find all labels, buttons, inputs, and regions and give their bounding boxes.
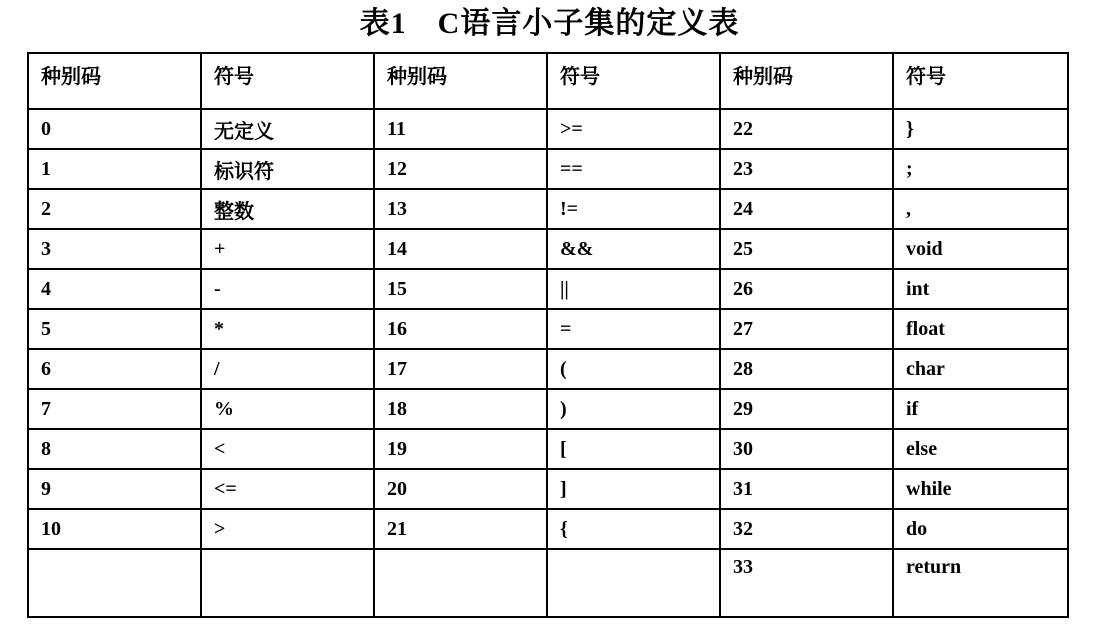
symbol-cell: do — [893, 509, 1068, 549]
code-cell: 10 — [28, 509, 201, 549]
code-cell: 11 — [374, 109, 547, 149]
code-cell: 22 — [720, 109, 893, 149]
code-cell: 25 — [720, 229, 893, 269]
code-cell: 15 — [374, 269, 547, 309]
symbol-cell — [547, 549, 720, 617]
symbol-cell: || — [547, 269, 720, 309]
code-cell: 12 — [374, 149, 547, 189]
code-cell: 3 — [28, 229, 201, 269]
code-cell: 33 — [720, 549, 893, 617]
code-cell: 29 — [720, 389, 893, 429]
code-cell: 32 — [720, 509, 893, 549]
header-cell-symbol-3: 符号 — [893, 53, 1068, 109]
symbol-cell: + — [201, 229, 374, 269]
code-cell: 24 — [720, 189, 893, 229]
symbol-cell: > — [201, 509, 374, 549]
code-cell: 27 — [720, 309, 893, 349]
table-body — [28, 53, 1068, 617]
code-cell: 23 — [720, 149, 893, 189]
code-cell: 7 — [28, 389, 201, 429]
symbol-cell: && — [547, 229, 720, 269]
table-title: 表1 C语言小子集的定义表 — [359, 7, 740, 40]
symbol-cell: [ — [547, 429, 720, 469]
symbol-cell: char — [893, 349, 1068, 389]
code-cell: 30 — [720, 429, 893, 469]
header-cell-symbol-1: 符号 — [201, 53, 374, 109]
symbol-cell: - — [201, 269, 374, 309]
code-cell: 6 — [28, 349, 201, 389]
table-row — [28, 189, 1068, 229]
symbol-cell: ; — [893, 149, 1068, 189]
code-cell: 14 — [374, 229, 547, 269]
code-cell: 28 — [720, 349, 893, 389]
code-cell: 4 — [28, 269, 201, 309]
table-row — [28, 269, 1068, 309]
symbol-cell: ( — [547, 349, 720, 389]
table-row — [28, 349, 1068, 389]
table-row — [28, 109, 1068, 149]
code-cell: 18 — [374, 389, 547, 429]
symbol-cell: != — [547, 189, 720, 229]
code-cell: 31 — [720, 469, 893, 509]
symbol-cell: return — [893, 549, 1068, 617]
definition-table — [27, 52, 1069, 618]
symbol-cell: ] — [547, 469, 720, 509]
code-cell: 17 — [374, 349, 547, 389]
header-cell-code-2: 种别码 — [374, 53, 547, 109]
code-cell: 21 — [374, 509, 547, 549]
symbol-cell: == — [547, 149, 720, 189]
symbol-cell: int — [893, 269, 1068, 309]
symbol-cell: while — [893, 469, 1068, 509]
symbol-cell: , — [893, 189, 1068, 229]
table-row — [28, 229, 1068, 269]
code-cell — [374, 549, 547, 617]
header-cell-symbol-2: 符号 — [547, 53, 720, 109]
table-row — [28, 309, 1068, 349]
symbol-cell: 整数 — [201, 189, 374, 229]
table-row — [28, 149, 1068, 189]
code-cell: 1 — [28, 149, 201, 189]
code-cell: 8 — [28, 429, 201, 469]
code-cell: 5 — [28, 309, 201, 349]
symbol-cell: float — [893, 309, 1068, 349]
symbol-cell: < — [201, 429, 374, 469]
table-row — [28, 429, 1068, 469]
code-cell: 2 — [28, 189, 201, 229]
symbol-cell: ) — [547, 389, 720, 429]
table-row — [28, 389, 1068, 429]
code-cell: 13 — [374, 189, 547, 229]
table-row — [28, 549, 1068, 617]
symbol-cell: else — [893, 429, 1068, 469]
code-cell: 26 — [720, 269, 893, 309]
code-cell: 9 — [28, 469, 201, 509]
header-cell-code-1: 种别码 — [28, 53, 201, 109]
header-row — [28, 53, 1068, 109]
symbol-cell: % — [201, 389, 374, 429]
symbol-cell: 无定义 — [201, 109, 374, 149]
symbol-cell: = — [547, 309, 720, 349]
table-row — [28, 509, 1068, 549]
symbol-cell: * — [201, 309, 374, 349]
symbol-cell: { — [547, 509, 720, 549]
symbol-cell: <= — [201, 469, 374, 509]
code-cell — [28, 549, 201, 617]
table-row — [28, 469, 1068, 509]
code-cell: 19 — [374, 429, 547, 469]
symbol-cell: if — [893, 389, 1068, 429]
code-cell: 0 — [28, 109, 201, 149]
header-cell-code-3: 种别码 — [720, 53, 893, 109]
symbol-cell: >= — [547, 109, 720, 149]
code-cell: 20 — [374, 469, 547, 509]
symbol-cell: } — [893, 109, 1068, 149]
symbol-cell — [201, 549, 374, 617]
code-cell: 16 — [374, 309, 547, 349]
symbol-cell: 标识符 — [201, 149, 374, 189]
symbol-cell: void — [893, 229, 1068, 269]
symbol-cell: / — [201, 349, 374, 389]
